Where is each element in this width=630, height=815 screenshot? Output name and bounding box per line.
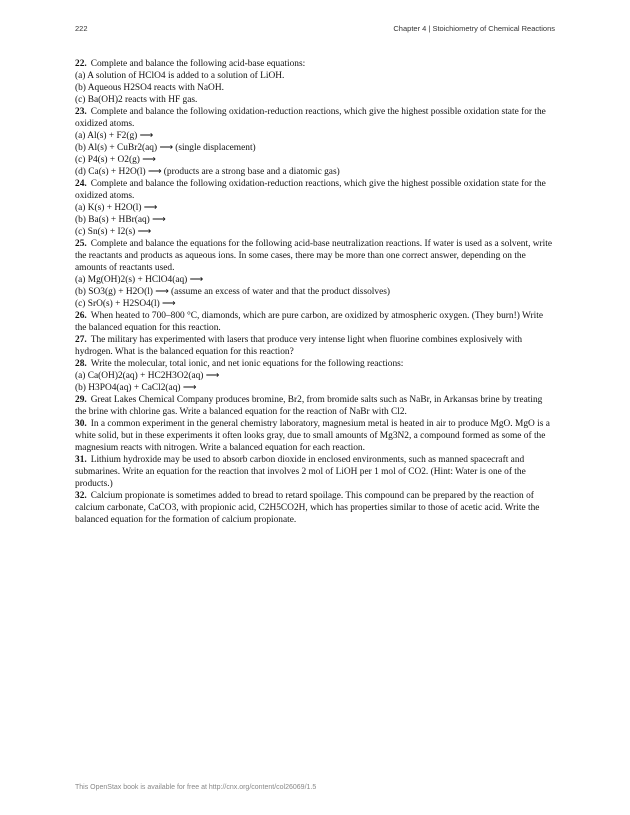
question-number: 29.: [75, 395, 87, 405]
question-part: (c) Sn(s) + I2(s) ⟶: [75, 227, 152, 237]
question-number: 25.: [75, 239, 87, 249]
question: [75, 454, 555, 490]
page-number: 222: [75, 24, 88, 33]
question: [75, 58, 555, 70]
question-part: (a) Al(s) + F2(g) ⟶: [75, 131, 154, 141]
question-part: (a) Ca(OH)2(aq) + HC2H3O2(aq) ⟶: [75, 371, 220, 381]
question-part: (b) Al(s) + CuBr2(aq) ⟶ (single displacement): [75, 143, 256, 153]
question: [75, 238, 555, 274]
question-part: (b) Ba(s) + HBr(aq) ⟶: [75, 215, 166, 225]
question-text: Complete and balance the following oxidation-reduction reactions, which give the highest possible oxidation state for the oxidized atoms.: [75, 179, 546, 201]
question-number: 30.: [75, 419, 87, 429]
question-part: (a) Mg(OH)2(s) + HClO4(aq) ⟶: [75, 275, 204, 285]
question-text: The military has experimented with lasers that produce very intense light when fluorine combines explosively with hydrogen. What is the balanced equation for this reaction?: [75, 335, 523, 357]
question-number: 24.: [75, 179, 87, 189]
question-text: Great Lakes Chemical Company produces bromine, Br2, from bromide salts such as NaBr, in Arkansas brine by treating the brine with chlorine gas. Write a balanced equation for the reaction of NaBr with Cl2.: [75, 395, 543, 417]
question-text: Complete and balance the equations for the following acid-base neutralization reactions. If water is used as a solvent, write the reactants and products as aqueous ions. In some cases, there may be more than one correct answer, depending on the amounts of reactants used.: [75, 239, 553, 273]
question: [75, 394, 555, 418]
question-number: 23.: [75, 107, 87, 117]
question-part: (c) SrO(s) + H2SO4(l) ⟶: [75, 299, 176, 309]
question-text: Write the molecular, total ionic, and net ionic equations for the following reactions:: [90, 359, 404, 369]
question-text: In a common experiment in the general chemistry laboratory, magnesium metal is heated in air to produce MgO. MgO is a white solid, but in these experiments it often looks gray, due to small amounts of Mg3N2, a compound formed as some of the magnesium reacts with nitrogen. Write a balanced equation for each reaction.: [75, 419, 550, 453]
question: [75, 490, 555, 526]
question-text: Complete and balance the following oxidation-reduction reactions, which give the highest possible oxidation state for the oxidized atoms.: [75, 107, 546, 129]
exercise-list: [75, 58, 555, 526]
question-part: (b) Aqueous H2SO4 reacts with NaOH.: [75, 83, 224, 93]
question: [75, 334, 555, 358]
question-number: 26.: [75, 311, 87, 321]
question-part: (a) K(s) + H2O(l) ⟶: [75, 203, 158, 213]
question-part: (c) Ba(OH)2 reacts with HF gas.: [75, 95, 198, 105]
question-part: (b) H3PO4(aq) + CaCl2(aq) ⟶: [75, 383, 197, 393]
question: [75, 418, 555, 454]
chapter-header: Chapter 4 | Stoichiometry of Chemical Reactions: [393, 24, 555, 33]
question-text: When heated to 700–800 °C, diamonds, which are pure carbon, are oxidized by atmospheric oxygen. (They burn!) Write the balanced equation for this reaction.: [75, 311, 543, 333]
footer-note: This OpenStax book is available for free at http://cnx.org/content/col26069/1.5: [75, 784, 317, 791]
question-number: 27.: [75, 335, 87, 345]
question-text: Complete and balance the following acid-base equations:: [90, 59, 306, 69]
question: [75, 178, 555, 202]
question-part: (c) P4(s) + O2(g) ⟶: [75, 155, 156, 165]
question: [75, 310, 555, 334]
question-number: 32.: [75, 491, 87, 501]
question-text: Calcium propionate is sometimes added to bread to retard spoilage. This compound can be prepared by the reaction of calcium carbonate, CaCO3, with propionic acid, C2H5CO2H, which has properties similar to those of acetic acid. Write the balanced equation for the formation of calcium propionate.: [75, 491, 540, 525]
question: [75, 358, 555, 370]
question-part: (a) A solution of HClO4 is added to a solution of LiOH.: [75, 71, 285, 81]
question-number: 31.: [75, 455, 87, 465]
question-part: (b) SO3(g) + H2O(l) ⟶ (assume an excess of water and that the product dissolves): [75, 287, 391, 297]
question-number: 28.: [75, 359, 87, 369]
question-number: 22.: [75, 59, 87, 69]
question: [75, 106, 555, 130]
question-text: Lithium hydroxide may be used to absorb carbon dioxide in enclosed environments, such as manned spacecraft and submarines. Write an equation for the reaction that involves 2 mol of LiOH per 1 mol of CO2. (Hint: Water is one of the products.): [75, 455, 526, 489]
question-part: (d) Ca(s) + H2O(l) ⟶ (products are a strong base and a diatomic gas): [75, 167, 340, 177]
